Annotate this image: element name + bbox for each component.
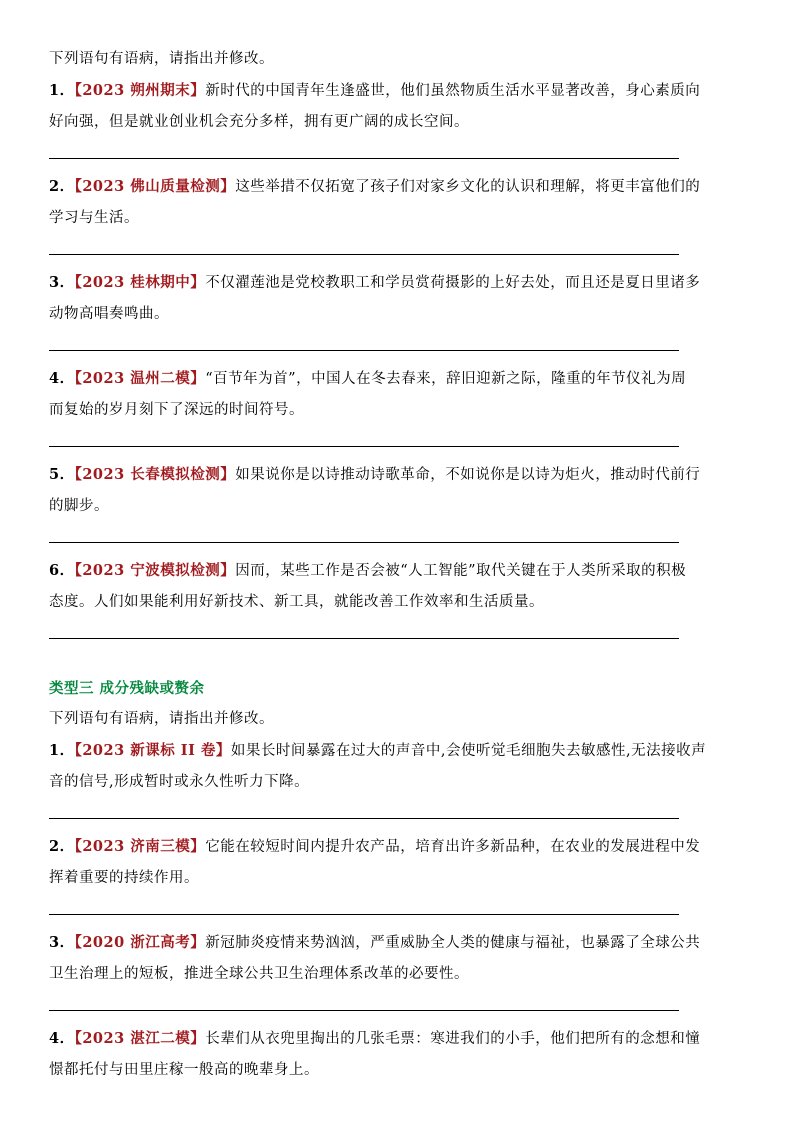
question-number: 3．: [49, 934, 75, 951]
question-number: 6．: [49, 562, 75, 579]
source-tag: 【2023 朔州期末】: [74, 82, 206, 99]
question-number: 1．: [49, 742, 75, 759]
question-text-line1: “百节年为首”，中国人在冬去春来，辞旧迎新之际，隆重的年节仪礼为周: [205, 371, 687, 387]
question-number: 4．: [49, 1030, 75, 1047]
question-number: 2．: [49, 838, 75, 855]
question-g2-1: [49, 735, 739, 819]
question-text-line1: 因而，某些工作是否会被“人工智能”取代关键在于人类所采取的积极: [235, 563, 687, 579]
question-g1-3: [49, 267, 739, 351]
question-text-line2: 好向强，但是就业创业机会充分多样，拥有更广阔的成长空间。: [49, 114, 469, 130]
worksheet-page: [49, 44, 739, 1086]
question-number: 4．: [49, 370, 75, 387]
question-number: 1．: [49, 82, 75, 99]
answer-line[interactable]: [49, 638, 679, 639]
question-text-line1: 它能在较短时间内提升农产品，培育出许多新品种，在农业的发展进程中发: [205, 839, 701, 855]
question-text-line1: 如果说你是以诗推动诗歌革命，不如说你是以诗为炬火，推动时代前行: [235, 467, 701, 483]
answer-line[interactable]: [49, 818, 679, 819]
question-text-line2: 学习与生活。: [49, 210, 139, 226]
question-number: 5．: [49, 466, 75, 483]
question-g2-4: [49, 1023, 739, 1086]
question-text-line2: 的脚步。: [49, 498, 109, 514]
question-text-line2: 态度。人们如果能利用好新技术、新工具，就能改善工作效率和生活质量。: [49, 594, 544, 610]
section-title: 类型三 成分残缺或赘余: [49, 680, 205, 697]
question-g1-4: [49, 363, 739, 447]
question-text-line1: 不仅濯莲池是党校教职工和学员赏荷摄影的上好去处，而且还是夏日里诸多: [205, 275, 701, 291]
question-g1-1: [49, 75, 739, 159]
answer-line[interactable]: [49, 254, 679, 255]
group2-intro: 下列语句有语病，请指出并修改。: [49, 711, 274, 727]
source-tag: 【2020 浙江高考】: [74, 934, 206, 951]
source-tag: 【2023 温州二模】: [74, 370, 206, 387]
answer-line[interactable]: [49, 446, 679, 447]
answer-line[interactable]: [49, 914, 679, 915]
question-text-line1: 新时代的中国青年生逢盛世，他们虽然物质生活水平显著改善，身心素质向: [205, 83, 701, 99]
source-tag: 【2023 桂林期中】: [74, 274, 206, 291]
question-text-line2: 动物高唱奏鸣曲。: [49, 306, 169, 322]
source-tag: 【2023 长春模拟检测】: [74, 466, 236, 483]
answer-line[interactable]: [49, 350, 679, 351]
question-g2-3: [49, 927, 739, 1011]
question-g2-2: [49, 831, 739, 915]
answer-line[interactable]: [49, 1010, 679, 1011]
question-text-line2: 卫生治理上的短板，推进全球公共卫生治理体系改革的必要性。: [49, 966, 469, 982]
question-text-line1: 长辈们从衣兜里掏出的几张毛票：寒进我们的小手，他们把所有的念想和憧: [205, 1031, 701, 1047]
source-tag: 【2023 新课标 II 卷】: [74, 742, 231, 759]
group1-intro: 下列语句有语病，请指出并修改。: [49, 51, 274, 67]
question-g1-5: [49, 459, 739, 543]
question-number: 2．: [49, 178, 75, 195]
answer-line[interactable]: [49, 158, 679, 159]
question-g1-6: [49, 555, 739, 639]
source-tag: 【2023 济南三模】: [74, 838, 206, 855]
question-g1-2: [49, 171, 739, 255]
question-number: 3．: [49, 274, 75, 291]
source-tag: 【2023 宁波模拟检测】: [74, 562, 236, 579]
source-tag: 【2023 佛山质量检测】: [74, 178, 236, 195]
question-text-line2: 而复始的岁月刻下了深远的时间符号。: [49, 402, 304, 418]
source-tag: 【2023 湛江二模】: [74, 1030, 206, 1047]
question-text-line1: 这些举措不仅拓宽了孩子们对家乡文化的认识和理解，将更丰富他们的: [235, 179, 701, 195]
question-text-line2: 憬都托付与田里庄稼一般高的晚辈身上。: [49, 1062, 319, 1078]
question-text-line2: 挥着重要的持续作用。: [49, 870, 199, 886]
question-text-line1: 如果长时间暴露在过大的声音中,会使听觉毛细胞失去敏感性,无法接收声: [230, 743, 707, 759]
answer-line[interactable]: [49, 542, 679, 543]
question-text-line2: 音的信号,形成暂时或永久性听力下降。: [49, 774, 310, 790]
question-text-line1: 新冠肺炎疫情来势汹汹，严重威胁全人类的健康与福祉，也暴露了全球公共: [205, 935, 701, 951]
